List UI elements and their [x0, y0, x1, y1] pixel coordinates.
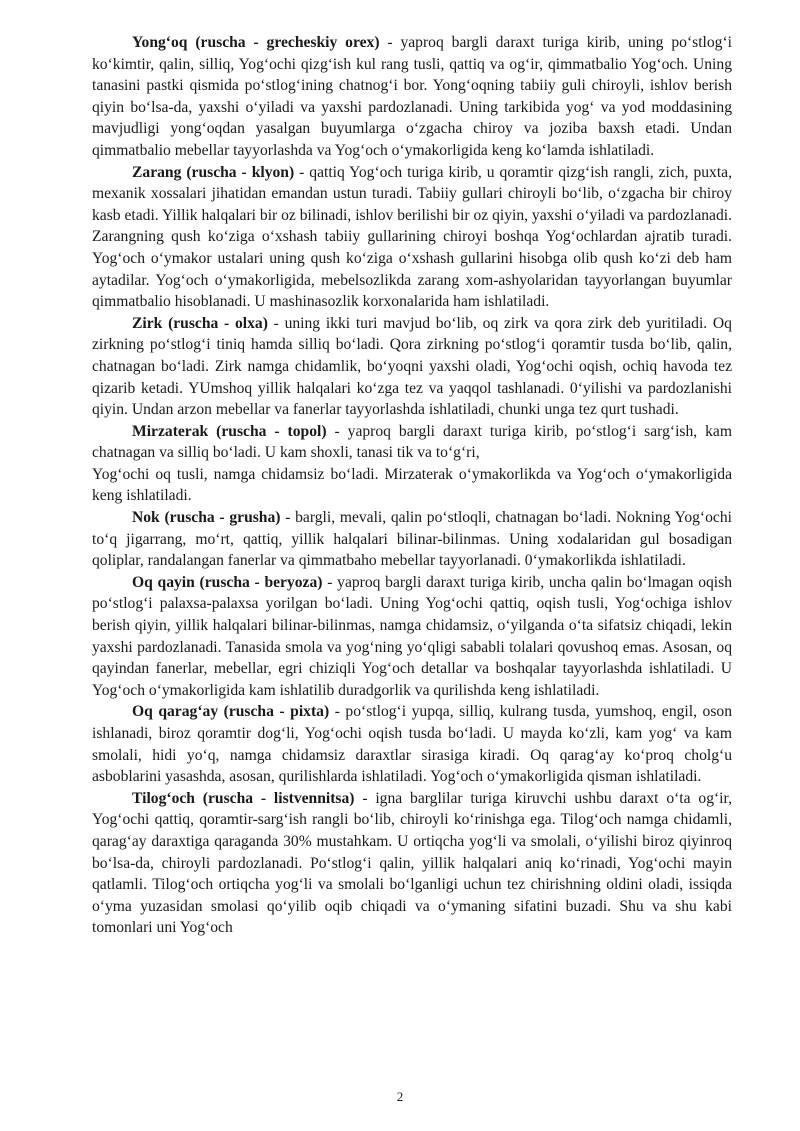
paragraph-text: - po‘stlog‘i yupqa, silliq, kulrang tusda, yumshoq, engil, oson ishlanadi, biroz qoramtir dog‘li, Yog‘ochi oqish tusda bo‘ladi. U mayda ko‘zli, kam yog‘ va kam smolali, hidi yo‘q, namga chidamsiz daraxtlar sirasiga kiradi. Oq qarag‘ay ko‘proq cholg‘u asboblarini yasashda, asosan, qurilishlarda ishlatiladi. Yog‘och o‘ymakorligida qisman ishlatiladi.	[92, 703, 732, 786]
paragraph-text: - bargli, mevali, qalin po‘stloqli, chatnagan bo‘ladi. Nokning Yog‘ochi to‘q jigarrang, mo‘rt, qattiq, yillik halqalari bilinar-bilinmas. Uning xodalaridan gul bosadigan qoliplar, randalangan fanerlar va qimmatbaho mebellar tayyorlanadi. 0‘ymakorlikda ishlatiladi.	[92, 509, 732, 570]
paragraph-zarang	[92, 162, 732, 313]
paragraph-zirk	[92, 313, 732, 421]
paragraph-text: - uning ikki turi mavjud bo‘lib, oq zirk va qora zirk deb yuritiladi. Oq zirkning po‘stlog‘i tiniq hamda silliq bo‘ladi. Qora zirkning po‘stlog‘i qoramtir tusda bo‘lib, qalin, chatnagan bo‘ladi. Zirk namga chidamlik, bo‘yoqni yaxshi oladi, Yog‘ochi oqish, ochiq havoda tez qizarib ketadi. YUmshoq yillik halqalari ko‘zga tez va yaqqol tashlanadi. 0‘yilishi va pardozlanishi qiyin. Undan arzon mebellar va fanerlar tayyorlashda ishlatiladi, chunki unga tez qurt tushadi.	[92, 314, 732, 419]
paragraph-mirzaterak	[92, 421, 732, 464]
paragraph-text: - yaproq bargli daraxt turiga kirib, uning po‘stlog‘i ko‘kimtir, qalin, silliq, Yog‘ochi qizg‘ish kul rang tusli, qattiq va og‘ir, qimmatbalio Yog‘och. Uning tanasini pastki qismida po‘stlog‘ining chatnog‘i bor. Yong‘oqning tabiiy guli chiroyli, ishlov berish qiyin bo‘lsa-da, yaxshi o‘yiladi va yaxshi pardozlanadi. Uning tarkibida yog‘ va yod moddasining mavjudligi yong‘oqdan yasalgan buyumlarga o‘zgacha chiroy va joziba baxsh etadi. Undan qimmatbalio mebellar tayyorlashda va Yog‘och o‘ymakorligida keng ko‘lamda ishlatiladi.	[92, 34, 732, 159]
term-mirzaterak: Mirzaterak (ruscha - topol)	[132, 422, 327, 440]
paragraph-mirzaterak-continued	[92, 464, 732, 507]
paragraph-oq-qaragay	[92, 701, 732, 787]
paragraph-tilogoch	[92, 788, 732, 939]
term-tilogoch: Tilog‘och (ruscha - listvennitsa)	[132, 789, 355, 807]
paragraph-text: - qattiq Yog‘och turiga kirib, u qoramtir qizg‘ish rangli, zich, puxta, mexanik xossalari jihatidan emandan ustun turadi. Tabiiy gullari chiroyli bo‘lib, o‘zgacha bir chiroy kasb etadi. Yillik halqalari bir oz bilinadi, ishlov berilishi bir oz qiyin, yaxshi o‘yiladi va pardozlanadi. Zarangning qush ko‘ziga o‘xshash tabiiy gullarining chiroyi boshqa Yog‘ochlardan ajratib turadi. Yog‘och o‘ymakor ustalari uning qush ko‘ziga o‘xshash gullarini hisobga olib qush ko‘zi deb ham aytadilar. Yog‘och o‘ymakorligida, mebelsozlikda zarang xom-ashyolaridan tayyorlangan buyumlar qimmatbalio hisoblanadi. U mashinasozlik korxonalarida ham ishlatiladi.	[92, 163, 732, 311]
paragraph-text: - igna barglilar turiga kiruvchi ushbu daraxt o‘ta og‘ir, Yog‘ochi qattiq, qoramtir-sarg‘ish rangli bo‘lib, chiroyli ko‘rinishga ega. Tilog‘och namga chidamli, qarag‘ay daraxtiga qaraganda 30% mustahkam. U ortiqcha yog‘li va smolali, o‘yilishi biroz qiyinroq bo‘lsa-da, chiroyli pardozlanadi. Po‘stlog‘i qalin, yillik halqalari aniq ko‘rinadi, Yog‘ochi mayin qatlamli. Tilog‘och ortiqcha yog‘li va smolali bo‘lganligi uchun tez chirishning oldini oladi, issiqda o‘yma yuzasidan smolasi qo‘yilib oqib chiqadi va o‘ymaning sifatini buzadi. Shu va shu kabi tomonlari uni Yog‘och	[92, 789, 732, 937]
paragraph-nok	[92, 507, 732, 572]
term-oq-qayin: Oq qayin (ruscha - beryoza)	[132, 573, 323, 591]
term-zarang: Zarang (ruscha - klyon)	[132, 163, 295, 181]
term-yongoq: Yong‘oq (ruscha - grecheskiy orex)	[132, 34, 380, 51]
document-page	[92, 32, 732, 939]
term-oq-qaragay: Oq qarag‘ay (ruscha - pixta)	[132, 703, 330, 721]
paragraph-text: - yaproq bargli daraxt turiga kirib, uncha qalin bo‘lmagan oqish po‘stlog‘i palaxsa-palaxsa yorilgan bo‘ladi. Uning Yog‘ochi qattiq, oqish tusli, Yog‘ochiga ishlov berish qiyin, yillik halqalari bilinar-bilinmas, namga chidamsiz, o‘yilganda o‘ta sifatsiz chiqadi, lekin yaxshi pardozlanadi. Tanasida smola va yog‘ning yo‘qligi sababli tolalari qovushoq emas. Asosan, oq qayindan fanerlar, mebellar, egri chiziqli Yog‘och detallar va boshqalar tayyorlashda ishlatiladi. U Yog‘och o‘ymakorligida kam ishlatilib duradgorlik va qurilishda keng ishlatiladi.	[92, 573, 732, 699]
term-nok: Nok (ruscha - grusha)	[132, 509, 281, 527]
paragraph-yongoq	[92, 32, 732, 162]
page-number: 2	[396, 1089, 404, 1104]
paragraph-text: - yaproq bargli daraxt turiga kirib, po‘stlog‘i sarg‘ish, kam chatnagan va silliq bo‘ladi. U kam shoxli, tanasi tik va to‘g‘ri,	[92, 422, 732, 462]
paragraph-oq-qayin	[92, 572, 732, 702]
term-zirk: Zirk (ruscha - olxa)	[132, 314, 268, 332]
paragraph-text: Yog‘ochi oq tusli, namga chidamsiz bo‘ladi. Mirzaterak o‘ymakorlikda va Yog‘och o‘ymakorligida keng ishlatiladi.	[92, 465, 732, 505]
